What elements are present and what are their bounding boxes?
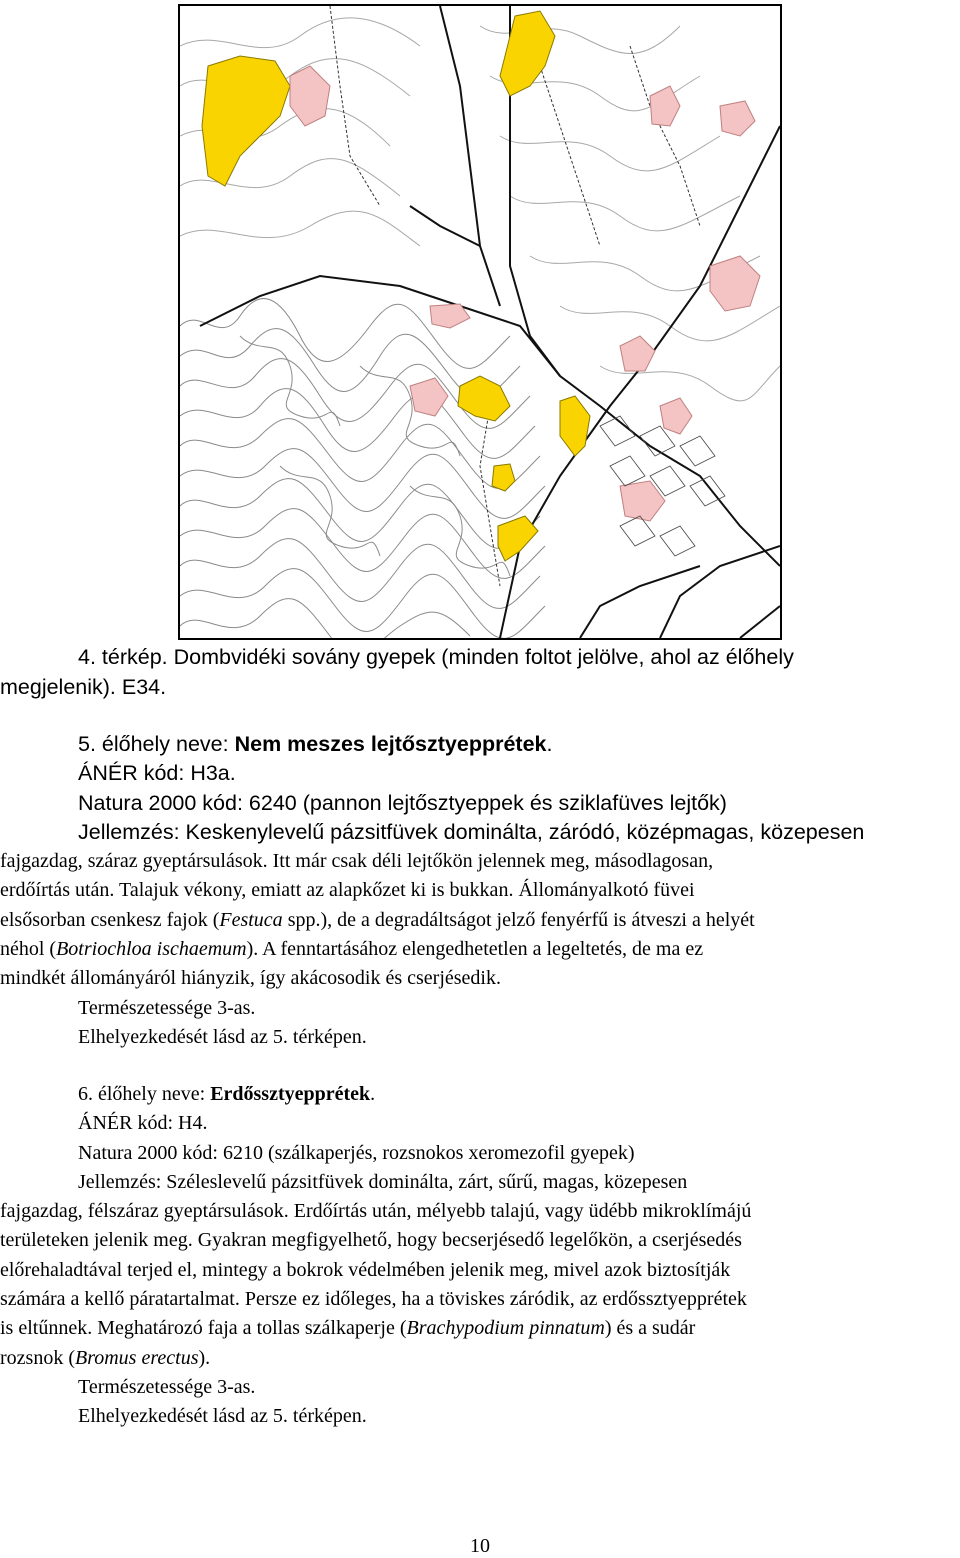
habitat-6-desc-7-italic: Bromus erectus bbox=[74, 1346, 199, 1369]
habitat-5-desc-4 bbox=[0, 906, 960, 935]
habitat-6-title-prefix: 6. élőhely neve: bbox=[78, 1083, 211, 1105]
habitat-5-desc-4b: spp.), de a degradáltságot jelző fenyérfű is átveszi a helyét bbox=[282, 908, 755, 931]
habitat-5-title-prefix: 5. élőhely neve: bbox=[78, 732, 235, 756]
habitat-6-desc-7a: rozsnok ( bbox=[0, 1346, 75, 1369]
habitat-5-aner: ÁNÉR kód: H3a. bbox=[78, 761, 236, 786]
habitat-patches bbox=[290, 66, 760, 521]
habitat-5-section bbox=[0, 730, 960, 1052]
habitat-5-desc-5a: néhol ( bbox=[0, 938, 57, 961]
habitat-6-desc-2: fajgazdag, félszáraz gyeptársulások. Erdőírtás után, mélyebb talajú, vagy üdébb mikroklímájú bbox=[0, 1200, 752, 1223]
habitat-6-desc-1: Jellemzés: Széleslevelű pázsitfüvek dominálta, zárt, sűrű, magas, közepesen bbox=[78, 1170, 688, 1193]
habitat-5-desc-5 bbox=[0, 935, 960, 964]
habitat-5-desc-5b: ). A fenntartásához elengedhetetlen a legeltetés, de ma ez bbox=[246, 938, 704, 961]
habitat-6-title-name: Erdőssztyepprétek bbox=[210, 1083, 371, 1105]
habitat-5-desc-4a: elsősorban csenkesz fajok ( bbox=[0, 908, 220, 931]
habitat-5-desc-1: Jellemzés: Keskenylevelű pázsitfüvek dominálta, záródó, középmagas, közepesen bbox=[78, 819, 865, 844]
habitat-6-desc-3: területeken jelenik meg. Gyakran megfigyelhető, hogy becserjésedő legelőkön, a cserjésedés bbox=[0, 1229, 742, 1252]
habitat-6-desc-5: számára a kellő páratartalmat. Persze ez időleges, ha a töviskes záródik, az erdőssztyepprétek bbox=[0, 1288, 747, 1311]
map-drawing bbox=[180, 6, 780, 638]
habitat-5-desc-4-italic: Festuca bbox=[219, 908, 283, 931]
habitat-6-desc-6 bbox=[0, 1314, 960, 1343]
habitat-6-desc-7 bbox=[0, 1344, 960, 1373]
habitat-5-desc-3: erdőírtás után. Talajuk vékony, emiatt az alapkőzet ki is bukkan. Állományalkotó füvei bbox=[0, 879, 695, 902]
habitat-6-desc-7b: ). bbox=[198, 1346, 211, 1369]
habitat-5-desc-5-italic: Botriochloa ischaemum bbox=[56, 938, 247, 961]
habitat-6-desc-4: előrehaladtával terjed el, mintegy a bokrok védelmében jelenik meg, mivel azok biztosítják bbox=[0, 1258, 731, 1281]
habitat-6-section bbox=[0, 1080, 960, 1432]
page-number: 10 bbox=[470, 1535, 490, 1557]
habitat-6-desc-6-italic: Brachypodium pinnatum bbox=[406, 1317, 605, 1340]
habitat-5-title bbox=[0, 730, 960, 759]
habitat-6-desc-6b: ) és a sudár bbox=[604, 1317, 696, 1340]
habitat-5-desc-2: fajgazdag, száraz gyeptársulások. Itt már csak déli lejtőkön jelennek meg, másodlagosan, bbox=[0, 850, 714, 873]
caption-line-2: megjelenik). E34. bbox=[0, 675, 167, 699]
map-caption bbox=[0, 642, 960, 702]
dense-contours bbox=[180, 299, 545, 638]
caption-line-1: 4. térkép. Dombvidéki sovány gyepek (minden foltot jelölve, ahol az élőhely bbox=[78, 645, 794, 669]
habitat-5-location: Elhelyezkedését lásd az 5. térképen. bbox=[78, 1025, 367, 1048]
habitat-5-title-suffix: . bbox=[546, 732, 553, 756]
habitat-6-naturalness: Természetessége 3-as. bbox=[78, 1375, 256, 1398]
habitat-6-aner: ÁNÉR kód: H4. bbox=[78, 1112, 208, 1135]
habitat-6-desc-6a: is eltűnnek. Meghatározó faja a tollas szálkaperje ( bbox=[0, 1317, 407, 1340]
habitat-6-title bbox=[0, 1080, 960, 1109]
habitat-6-location: Elhelyezkedését lásd az 5. térképen. bbox=[78, 1405, 367, 1428]
habitat-5-title-name: Nem meszes lejtősztyepprétek bbox=[234, 732, 547, 756]
habitat-6-natura: Natura 2000 kód: 6210 (szálkaperjés, rozsnokos xeromezofil gyepek) bbox=[78, 1141, 635, 1164]
settlement-blocks bbox=[600, 416, 725, 556]
habitat-map bbox=[178, 4, 782, 640]
habitat-5-desc-6: mindkét állományáról hiányzik, így akácosodik és cserjésedik. bbox=[0, 967, 501, 990]
habitat-6-title-suffix: . bbox=[370, 1083, 376, 1105]
habitat-5-natura: Natura 2000 kód: 6240 (pannon lejtősztyeppek és sziklafüves lejtők) bbox=[78, 790, 727, 815]
habitat-5-naturalness: Természetessége 3-as. bbox=[78, 996, 256, 1019]
